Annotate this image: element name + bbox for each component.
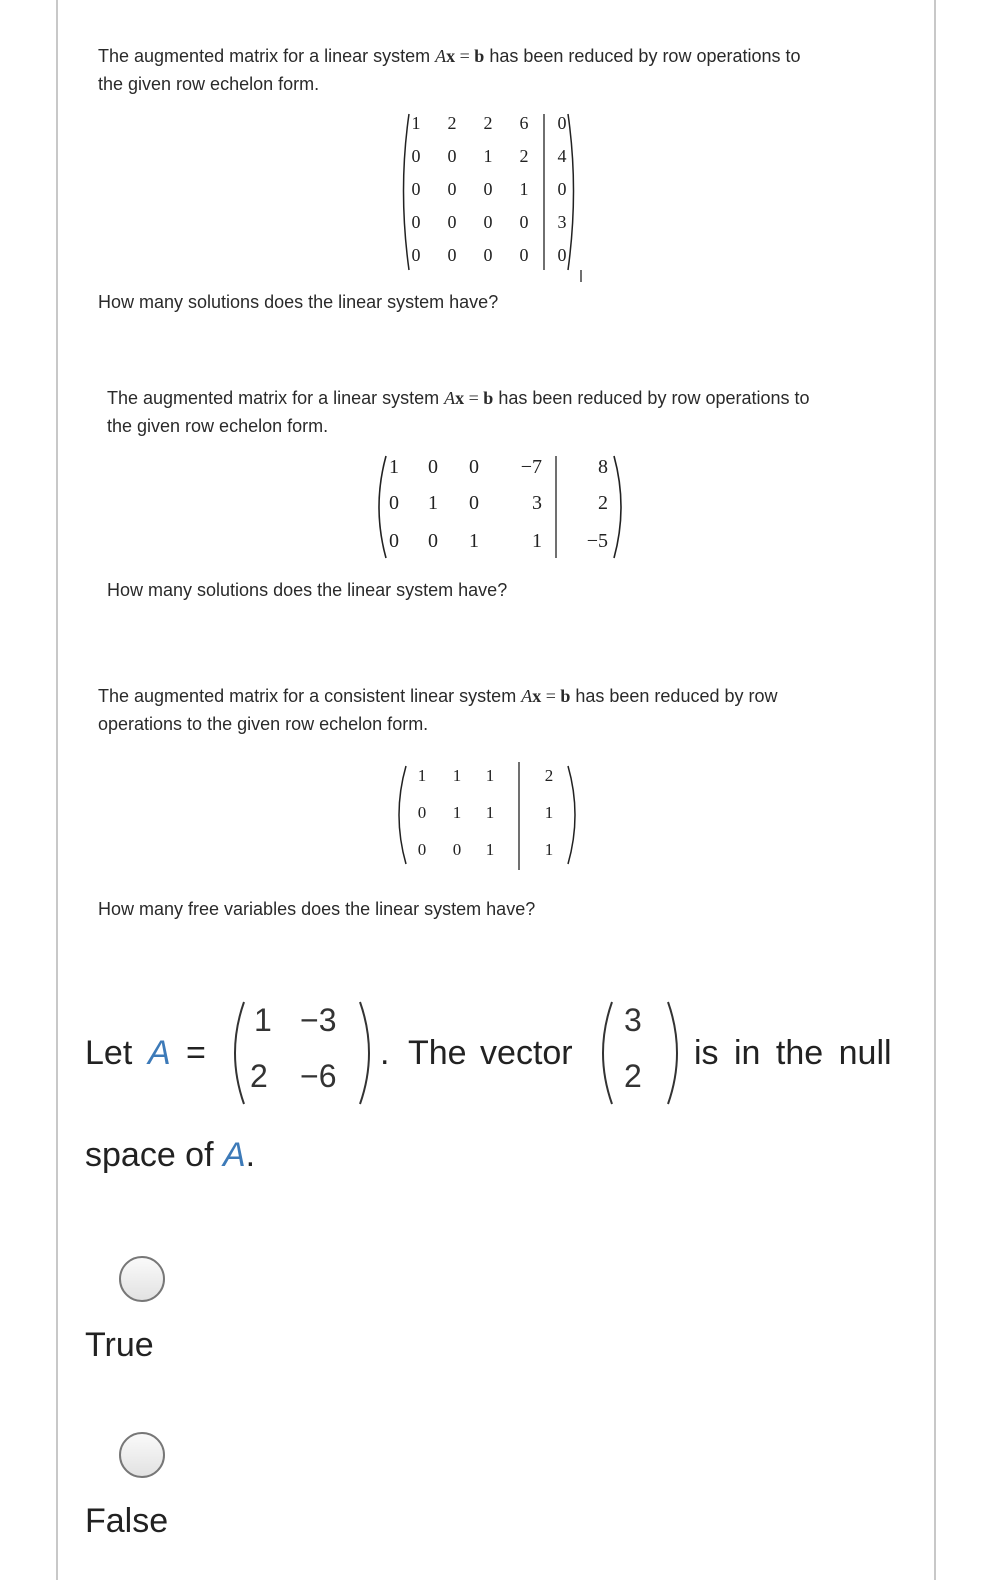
matrix-cell: 2 xyxy=(250,1058,268,1094)
q3-line2: operations to the given row echelon form. xyxy=(98,714,429,734)
matrix-cell: 0 xyxy=(447,146,457,166)
matrix-cell: 3 xyxy=(557,212,567,232)
q2-question: How many solutions does the linear system have? xyxy=(107,580,508,600)
option-true-label[interactable]: True xyxy=(85,1326,154,1364)
matrix-cell: 0 xyxy=(411,146,421,166)
q1-prompt xyxy=(98,42,898,98)
matrix-cell: 1 xyxy=(485,803,495,822)
option-false-label[interactable]: False xyxy=(85,1502,169,1540)
q2-line2: the given row echelon form. xyxy=(107,416,329,436)
matrix-cell: 1 xyxy=(519,179,529,199)
matrix-cell: 1 xyxy=(544,840,554,859)
matrix-cell: 0 xyxy=(447,179,457,199)
matrix-cell: 2 xyxy=(598,492,608,514)
matrix-cell: 0 xyxy=(428,530,438,552)
q1-augmented-matrix xyxy=(396,110,586,276)
matrix-cell: 1 xyxy=(469,530,479,552)
q4-matrix-name: A xyxy=(148,1034,171,1072)
matrix-cell: 1 xyxy=(452,803,462,822)
matrix-cell: 2 xyxy=(544,766,554,785)
q4-matrix-A xyxy=(220,998,380,1108)
q2-line1: The augmented matrix for a linear system Ax = b has been reduced by row operations to xyxy=(107,388,810,408)
q4-the-vector: The vector xyxy=(408,1034,573,1072)
matrix-cell: 3 xyxy=(532,492,542,514)
matrix-cell: 0 xyxy=(469,492,479,514)
matrix-cell: 1 xyxy=(417,766,427,785)
matrix-cell: 0 xyxy=(411,245,421,265)
q1-line2: the given row echelon form. xyxy=(98,74,320,94)
matrix-cell: 1 xyxy=(544,803,554,822)
matrix-cell: 1 xyxy=(483,146,493,166)
matrix-cell: 1 xyxy=(452,766,462,785)
matrix-cell: 0 xyxy=(417,803,427,822)
matrix-cell: 0 xyxy=(483,212,493,232)
radio-true[interactable] xyxy=(119,1256,165,1302)
matrix-cell: 0 xyxy=(447,245,457,265)
matrix-cell: 0 xyxy=(389,530,399,552)
matrix-cell: 4 xyxy=(557,146,567,166)
q4-period: . xyxy=(380,1034,390,1072)
matrix-cell: 0 xyxy=(389,492,399,514)
q1-question: How many solutions does the linear system have? xyxy=(98,292,499,312)
radio-false[interactable] xyxy=(119,1432,165,1478)
matrix-cell: −5 xyxy=(586,530,608,552)
matrix-cell: 0 xyxy=(519,212,529,232)
matrix-cell: 1 xyxy=(411,113,421,133)
matrix-cell: 1 xyxy=(389,456,399,478)
vector-cell: 3 xyxy=(624,1002,642,1038)
matrix-cell: 1 xyxy=(532,530,542,552)
matrix-cell: 6 xyxy=(519,113,529,133)
matrix-cell: 0 xyxy=(469,456,479,478)
matrix-cell: 1 xyxy=(254,1002,272,1038)
q2-augmented-matrix xyxy=(370,452,632,562)
q2-prompt xyxy=(107,384,907,440)
matrix-cell: 0 xyxy=(417,840,427,859)
matrix-cell: 0 xyxy=(411,179,421,199)
q3-line1: The augmented matrix for a consistent linear system Ax = b has been reduced by row xyxy=(98,686,778,706)
q4-null-text: is in the null xyxy=(694,1034,892,1072)
matrix-cell: 0 xyxy=(483,245,493,265)
q3-prompt xyxy=(98,682,898,738)
matrix-cell: 0 xyxy=(452,840,462,859)
matrix-cell: 0 xyxy=(519,245,529,265)
matrix-cell: −7 xyxy=(520,456,542,478)
vector-cell: 2 xyxy=(624,1058,642,1094)
matrix-cell: −3 xyxy=(300,1002,337,1038)
matrix-cell: 0 xyxy=(483,179,493,199)
q4-space-of: space of A. xyxy=(85,1136,256,1174)
matrix-cell: 1 xyxy=(428,492,438,514)
q4-matrix-name-2: A xyxy=(222,1136,246,1174)
q3-augmented-matrix xyxy=(392,760,586,870)
matrix-cell: 0 xyxy=(557,179,567,199)
q4-let-label: Let xyxy=(85,1034,133,1072)
matrix-cell: 8 xyxy=(598,456,608,478)
matrix-cell: 0 xyxy=(447,212,457,232)
matrix-cell: 2 xyxy=(483,113,493,133)
q4-equals: = xyxy=(186,1034,206,1072)
matrix-cell: 0 xyxy=(557,245,567,265)
q1-line1: The augmented matrix for a linear system Ax = b has been reduced by row operations to xyxy=(98,46,801,66)
q4-vector xyxy=(590,998,690,1108)
matrix-cell: 1 xyxy=(485,766,495,785)
matrix-cell: 0 xyxy=(411,212,421,232)
matrix-cell: 0 xyxy=(557,113,567,133)
q3-question: How many free variables does the linear system have? xyxy=(98,899,536,919)
matrix-cell: 2 xyxy=(447,113,457,133)
matrix-cell: −6 xyxy=(300,1058,337,1094)
matrix-cell: 0 xyxy=(428,456,438,478)
matrix-cell: 1 xyxy=(485,840,495,859)
matrix-cell: 2 xyxy=(519,146,529,166)
